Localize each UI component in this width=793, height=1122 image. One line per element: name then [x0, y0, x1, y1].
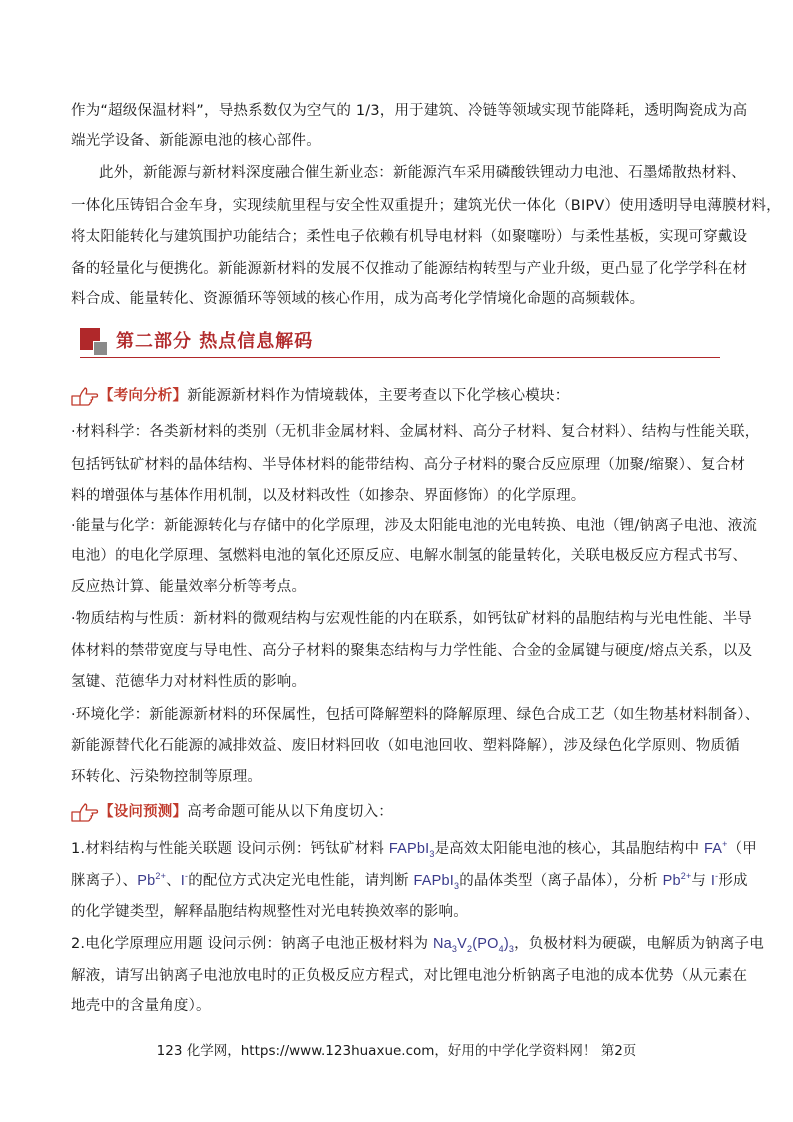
formula-subscript: 3: [429, 848, 435, 859]
paragraph-2-line-5: 料合成、能量转化、资源循环等领域的核心作用，成为高考化学情境化命题的高频载体。: [71, 291, 645, 307]
formula-text: (PO: [472, 936, 499, 952]
bullet-1-line-3: 料的增强体与基体作用机制，以及材料改性（如掺杂、界面修饰）的化学原理。: [71, 488, 586, 504]
question-1-line-3: 的化学键类型，解释晶胞结构规整性对光电转换效率的影响。: [71, 904, 468, 920]
paragraph-2-line-1: 此外，新能源与新材料深度融合催生新业态：新能源汽车采用磷酸铁锂动力电池、石墨烯散热材料、: [99, 165, 746, 181]
question-2-line-3: 地壳中的含量角度）。: [71, 998, 211, 1014]
formula-superscript: -: [715, 871, 719, 882]
q1-text: 1.材料结构与性能关联题 设问示例：钙钛矿材料: [71, 841, 389, 857]
formula-superscript: 2+: [155, 871, 167, 882]
question-2-line-2: 解液，请写出钠离子电池放电时的正负极反应方程式，对比锂电池分析钠离子电池的成本优势（从元素在: [71, 968, 748, 984]
q1-text: 是高效太阳能电池的核心，其晶胞结构中: [434, 841, 704, 857]
formula-text: Pb: [662, 873, 681, 889]
question-2-line-1: [71, 934, 764, 954]
paragraph-1-line-1: 作为“超级保温材料”，导热系数仅为空气的 1/3，用于建筑、冷链等领域实现节能降耗，透明陶瓷成为高: [71, 103, 748, 119]
formula-text: V: [457, 936, 467, 952]
hand-pointing-icon: [71, 387, 99, 407]
section-header: [80, 328, 720, 362]
formula-na3v2po43: [433, 936, 514, 952]
section-title: 第二部分 热点信息解码: [116, 331, 314, 352]
q1-text: 形成: [718, 873, 748, 889]
q1-text: 的配位方式决定光电性能，请判断: [188, 873, 414, 889]
page-footer: 123 化学网，https://www.123huaxue.com，好用的中学化学资料网！ 第2页: [156, 1043, 637, 1059]
formula-text: FAPbI: [413, 873, 455, 889]
kaoxiang-tag: 【考向分析】: [99, 388, 188, 404]
q1-text: 的晶体类型（离子晶体），分析: [459, 873, 663, 889]
bullet-4-line-2: 新能源替代化石能源的减排效益、废旧材料回收（如电池回收、塑料降解），涉及绿色化学原则、物质循: [71, 738, 740, 754]
formula-superscript: -: [185, 871, 189, 882]
formula-subscript: 3: [508, 943, 515, 954]
formula-subscript: 2: [466, 943, 473, 954]
bullet-4-line-3: 环转化、污染物控制等原理。: [71, 769, 263, 785]
q1-text: 、: [166, 873, 181, 889]
bullet-2-line-2: 电池）的电化学原理、氢燃料电池的氧化还原反应、电解水制氢的能量转化，关联电极反应方程式书写、: [71, 548, 748, 564]
paragraph-2-line-2: 一体化压铸铝合金车身，实现续航里程与安全性双重提升；建筑光伏一体化（BIPV）使用透明导电薄膜材料，: [71, 198, 781, 214]
formula-text: Na: [432, 936, 452, 952]
formula-superscript: 2+: [680, 871, 692, 882]
paragraph-1-line-2: 端光学设备、新能源电池的核心部件。: [71, 133, 321, 149]
sheyu-tag: 【设问预测】: [99, 804, 188, 820]
sheyu-intro: 高考命题可能从以下角度切入：: [187, 804, 394, 820]
formula-text: FAPbI: [388, 841, 430, 857]
sheyu-intro-line: [99, 802, 759, 822]
q2-text: ，负极材料为硬碳，电解质为钠离子电: [514, 936, 764, 952]
formula-text: ): [503, 936, 509, 952]
kaoxiang-intro-line: [99, 386, 759, 406]
formula-subscript: 3: [451, 943, 458, 954]
q1-text: 脒离子）、: [71, 873, 138, 889]
q2-text: 2.电化学原理应用题 设问示例：钠离子电池正极材料为: [71, 936, 433, 952]
formula-fapbi3: [389, 841, 435, 857]
bullet-3-line-3: 氢键、范德华力对材料性质的影响。: [71, 674, 307, 690]
bullet-1-line-1: ·材料科学：各类新材料的类别（无机非金属材料、金属材料、高分子材料、复合材料）、结构与性能关联，: [71, 424, 760, 440]
bullet-2-line-3: 反应热计算、能量效率分析等考点。: [71, 579, 307, 595]
paragraph-2-line-4: 备的轻量化与便携化。新能源新材料的发展不仅推动了能源结构转型与产业升级，更凸显了化学学科在材: [71, 261, 748, 277]
bullet-2-line-1: ·能量与化学：新能源转化与存储中的化学原理，涉及太阳能电池的光电转换、电池（锂/钠离子电池、液流: [71, 518, 758, 534]
bullet-3-line-1: ·物质结构与性质：新材料的微观结构与宏观性能的内在联系，如钙钛矿材料的晶胞结构与光电性能、半导: [71, 611, 753, 627]
bullet-3-line-2: 体材料的禁带宽度与导电性、高分子材料的聚集态结构与力学性能、合金的金属键与硬度/熔点关系，以及: [71, 643, 753, 659]
formula-subscript: 3: [454, 880, 460, 891]
q1-text: 与: [691, 873, 711, 889]
section-marker-grey-square: [93, 341, 108, 356]
paragraph-2-line-3: 将太阳能转化与建筑围护功能结合；柔性电子依赖有机导电材料（如聚噻吩）与柔性基板，实现可穿戴设: [71, 229, 748, 245]
formula-fa-ion: [704, 841, 728, 857]
formula-fapbi3: [414, 873, 460, 889]
formula-superscript: +: [722, 839, 728, 850]
bullet-4-line-1: ·环境化学：新能源新材料的环保属性，包括可降解塑料的降解原理、绿色合成工艺（如生物基材料制备）、: [71, 707, 760, 723]
q1-text: （甲: [727, 841, 758, 857]
formula-pb-ion: [663, 873, 692, 889]
question-1-line-1: [71, 839, 758, 859]
formula-text: I: [710, 873, 716, 889]
kaoxiang-intro: 新能源新材料作为情境载体，主要考查以下化学核心模块：: [187, 388, 570, 404]
section-rule: [80, 357, 720, 358]
question-1-line-2: [71, 871, 748, 891]
formula-pb-ion: [137, 873, 166, 889]
bullet-1-line-2: 包括钙钛矿材料的晶体结构、半导体材料的能带结构、高分子材料的聚合反应原理（加聚/缩聚）、复合材: [71, 457, 746, 473]
hand-pointing-icon: [71, 803, 99, 823]
formula-text: FA: [704, 841, 723, 857]
formula-text: I: [180, 873, 185, 889]
formula-subscript: 4: [498, 943, 504, 954]
formula-text: Pb: [137, 873, 156, 889]
